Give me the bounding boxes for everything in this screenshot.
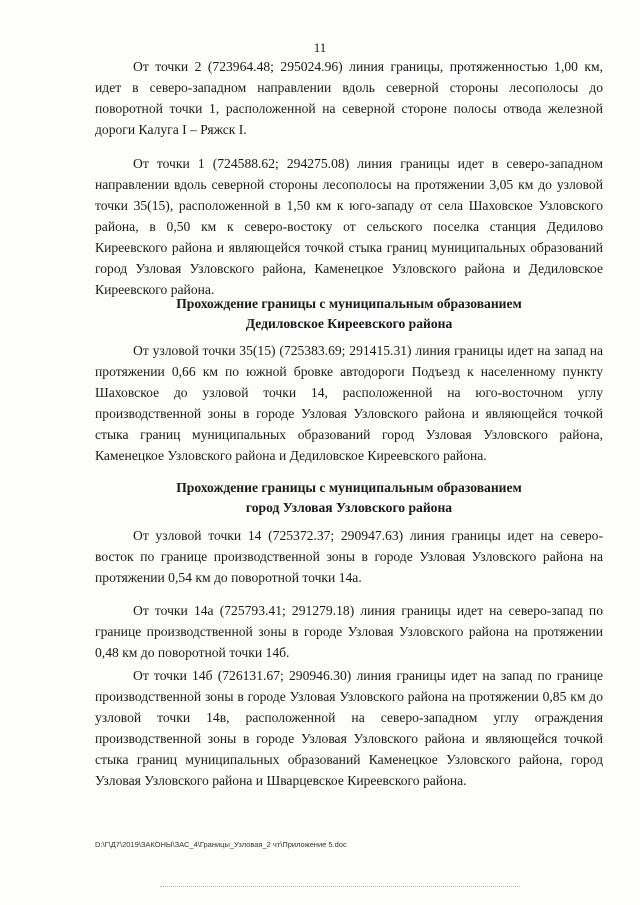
section-heading-uzlovaya bbox=[95, 478, 603, 518]
paragraph-point-14: От узловой точки 14 (725372.37; 290947.63) линия границы идет на северо-восток по границе производственной зоны в городе Узловая Узловского района на протяжении 0,54 км до поворотной точки 14а. bbox=[95, 528, 603, 585]
heading-line-1: Прохождение границы с муниципальным образованием bbox=[176, 296, 522, 311]
page-number: 11 bbox=[313, 40, 327, 55]
paragraph-point-2: От точки 2 (723964.48; 295024.96) линия границы, протяженностью 1,00 км, идет в северо-западном направлении вдоль северной стороны лесополосы до поворотной точки 1, расположенной на северной стороне полосы отвода железной дороги Калуга I – Ряжск I. bbox=[95, 59, 603, 137]
section-heading-dedilovskoe bbox=[95, 294, 603, 334]
footer-file-path: D:\Г\Д7\2019\ЗАКОНЫ\ЗАС_4\Границы_Узловая_2 чт\Приложение 5.doc bbox=[95, 840, 347, 849]
paragraph-point-1: От точки 1 (724588.62; 294275.08) линия границы идет в северо-западном направлении вдоль северной стороны лесополосы на протяжении 3,05 км до узловой точки 35(15), расположенной в 1,50 км к юго-западу от села Шаховское Узловского района, в 0,50 км к северо-востоку от сельского поселка станция Дедилово Киреевского района и являющейся точкой стыка границ муниципальных образований город Узловая Узловского района, Каменецкое Узловского района и Дедиловское Киреевского района. bbox=[95, 156, 603, 297]
heading-line-1: Прохождение границы с муниципальным образованием bbox=[176, 480, 522, 495]
paragraph-point-35-15: От узловой точки 35(15) (725383.69; 291415.31) линия границы идет на запад на протяжении 0,66 км по южной бровке автодороги Подъезд к населенному пункту Шаховское до узловой точки 14, расположенной на юго-восточном углу производственной зоны в городе Узловая Узловского района и являющейся точкой стыка границ муниципальных образований город Узловая Узловского района, Каменецкое Узловского района и Дедиловское Киреевского района. bbox=[95, 343, 603, 463]
paragraph-point-14a: От точки 14а (725793.41; 291279.18) линия границы идет на северо-запад по границе производственной зоны в городе Узловая Узловского района на протяжении 0,48 км до поворотной точки 14б. bbox=[95, 603, 603, 660]
heading-line-2: Дедиловское Киреевского района bbox=[245, 316, 453, 331]
heading-line-2: город Узловая Узловского района bbox=[245, 500, 453, 515]
paragraph-point-14b: От точки 14б (726131.67; 290946.30) линия границы идет на запад по границе производственной зоны в городе Узловая Узловского района на протяжении 0,85 км до узловой точки 14в, расположенной на северо-западном углу ограждения производственной зоны в городе Узловая Узловского района и являющейся точкой стыка границ муниципальных образований Каменецкое Узловского района, город Узловая Узловского района и Шварцевское Киреевского района. bbox=[95, 668, 603, 788]
bottom-dotted-line bbox=[160, 886, 520, 891]
